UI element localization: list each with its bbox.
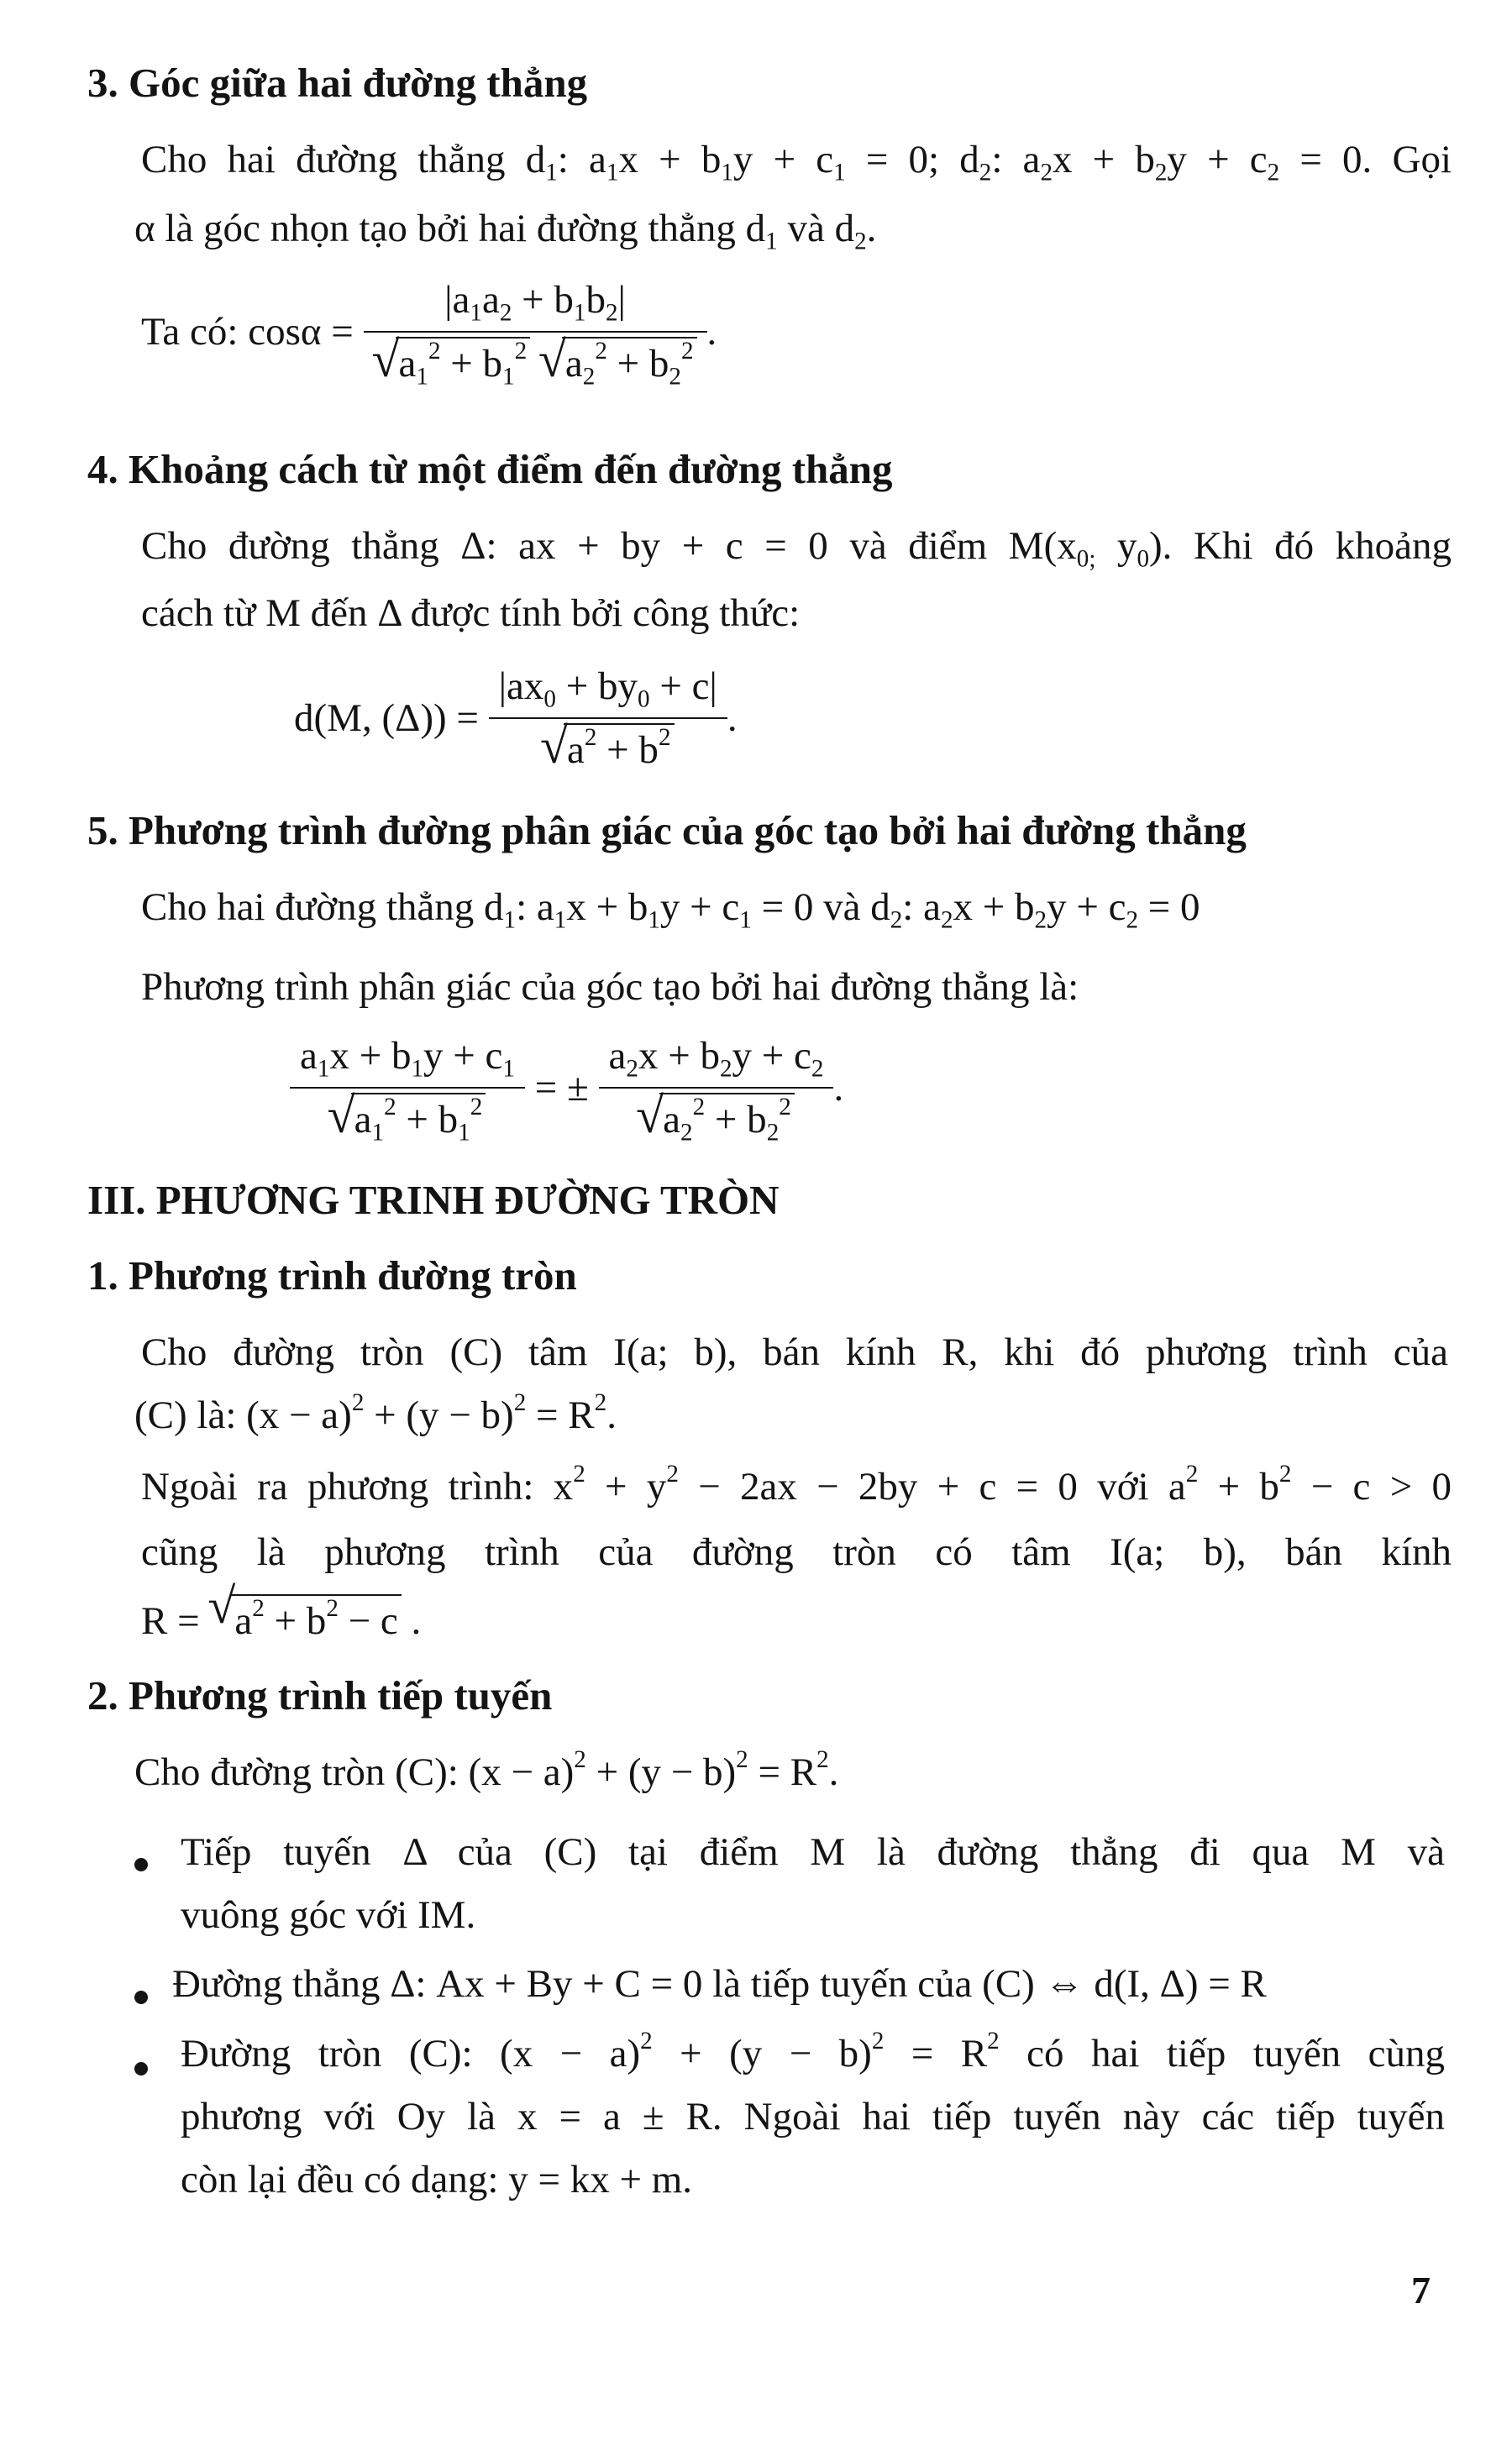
- bisector-fraction-right: $a_2x + b_2y + c_2$ √ $a_2^2 + b_2^2$: [599, 1033, 834, 1142]
- heading-angle-between-lines: 3. Góc giữa hai đường thẳng: [87, 60, 588, 106]
- circle-intro-line2: (C) là: $(x - a)^2 + (y - b)^2 = R^2$.: [134, 1389, 617, 1437]
- cos-fraction: $|a_1a_2 + b_1b_2|$ √ $a_1^2 + b_1^2$ √ $a_2^2 + b_2^2$: [364, 277, 707, 386]
- distance-intro-line1: Cho đường thẳng Δ: ax + by + c = 0 và điểm $M(x_{0;}$ $y_0$). Khi đó khoảng: [141, 524, 1452, 573]
- tangent-bullet3-line1: Đường tròn (C): $(x - a)^2 + (y - b)^2 = R^2$ có hai tiếp tuyến cùng: [181, 2028, 1445, 2076]
- tangent-bullet1-line2: vuông góc với IM.: [181, 1893, 476, 1937]
- heading-distance-point-line: 4. Khoảng cách từ một điểm đến đường thẳng: [87, 446, 893, 492]
- bullet-dot: [134, 1858, 148, 1871]
- tangent-bullet3-line3: còn lại đều có dạng: y = kx + m.: [181, 2158, 693, 2201]
- angle-intro-line1: Cho hai đường thẳng $d_1$: $a_1x + b_1y + c_1 = 0$; $d_2$: $a_2x + b_2y + c_2 = 0$. Gọi: [141, 138, 1452, 186]
- circle-radius-formula: R = √ $a^2 + b^2 - c$ .: [141, 1587, 421, 1655]
- angle-intro-line2: α là góc nhọn tạo bởi hai đường thẳng $d_1$ và $d_2$.: [134, 207, 877, 255]
- circle-general-line2: cũng là phương trình của đường tròn có tâm I(a; b), bán kính: [141, 1530, 1452, 1574]
- bisector-formula: $a_1x + b_1y + c_1$ √ $a_1^2 + b_1^2$ = ± $a_2x + b_2y + c_2$ √ $a_2^2 + b_2^2$ .: [290, 1033, 843, 1142]
- cos-angle-formula: Ta có: cosα = $|a_1a_2 + b_1b_2|$ √ $a_1^2 + b_1^2$ √ $a_2^2 + b_2^2$ .: [141, 277, 717, 386]
- tangent-intro: Cho đường tròn (C): $(x - a)^2 + (y - b)^2 = R^2$.: [134, 1746, 839, 1794]
- bisector-intro-line1: Cho hai đường thẳng $d_1$: $a_1x + b_1y + c_1 = 0$ và $d_2$: $a_2x + b_2y + c_2 = 0$: [141, 885, 1200, 934]
- bullet-dot: [134, 2062, 148, 2076]
- heading-circle-equation: III. PHƯƠNG TRINH ĐƯỜNG TRÒN: [87, 1177, 780, 1223]
- tangent-bullet3-line2: phương với Oy là x = a ± R. Ngoài hai tiếp tuyến này các tiếp tuyến: [181, 2095, 1446, 2139]
- circle-intro-line1: Cho đường tròn (C) tâm I(a; b), bán kính R, khi đó phương trình của: [141, 1330, 1448, 1374]
- distance-formula: d(M, (Δ)) = $|ax_0 + by_0 + c|$ √ $a^2 + b^2$ .: [294, 664, 738, 773]
- heading-circle-equation-1: 1. Phương trình đường tròn: [87, 1252, 577, 1299]
- heading-tangent-equation: 2. Phương trình tiếp tuyến: [87, 1672, 553, 1719]
- page-number: 7: [1411, 2269, 1431, 2312]
- tangent-bullet2: Đường thẳng Δ: Ax + By + C = 0 là tiếp tuyến của (C) ⇔ d(I, Δ) = R: [172, 1962, 1267, 2006]
- distance-intro-line2: cách từ M đến Δ được tính bởi công thức:: [141, 591, 801, 635]
- bisector-fraction-left: $a_1x + b_1y + c_1$ √ $a_1^2 + b_1^2$: [290, 1033, 525, 1142]
- bisector-intro-line2: Phương trình phân giác của góc tạo bởi hai đường thẳng là:: [141, 965, 1079, 1009]
- bullet-dot: [134, 1991, 148, 2004]
- distance-fraction: $|ax_0 + by_0 + c|$ √ $a^2 + b^2$: [489, 664, 727, 773]
- heading-angle-bisector: 5. Phương trình đường phân giác của góc tạo bởi hai đường thẳng: [87, 807, 1247, 853]
- circle-general-line1: Ngoài ra phương trình: $x^2 + y^2 - 2ax - 2by + c = 0$ với $a^2 + b^2 - c > 0$: [141, 1461, 1452, 1509]
- tangent-bullet1-line1: Tiếp tuyến Δ của (C) tại điểm M là đường thẳng đi qua M và: [181, 1830, 1445, 1874]
